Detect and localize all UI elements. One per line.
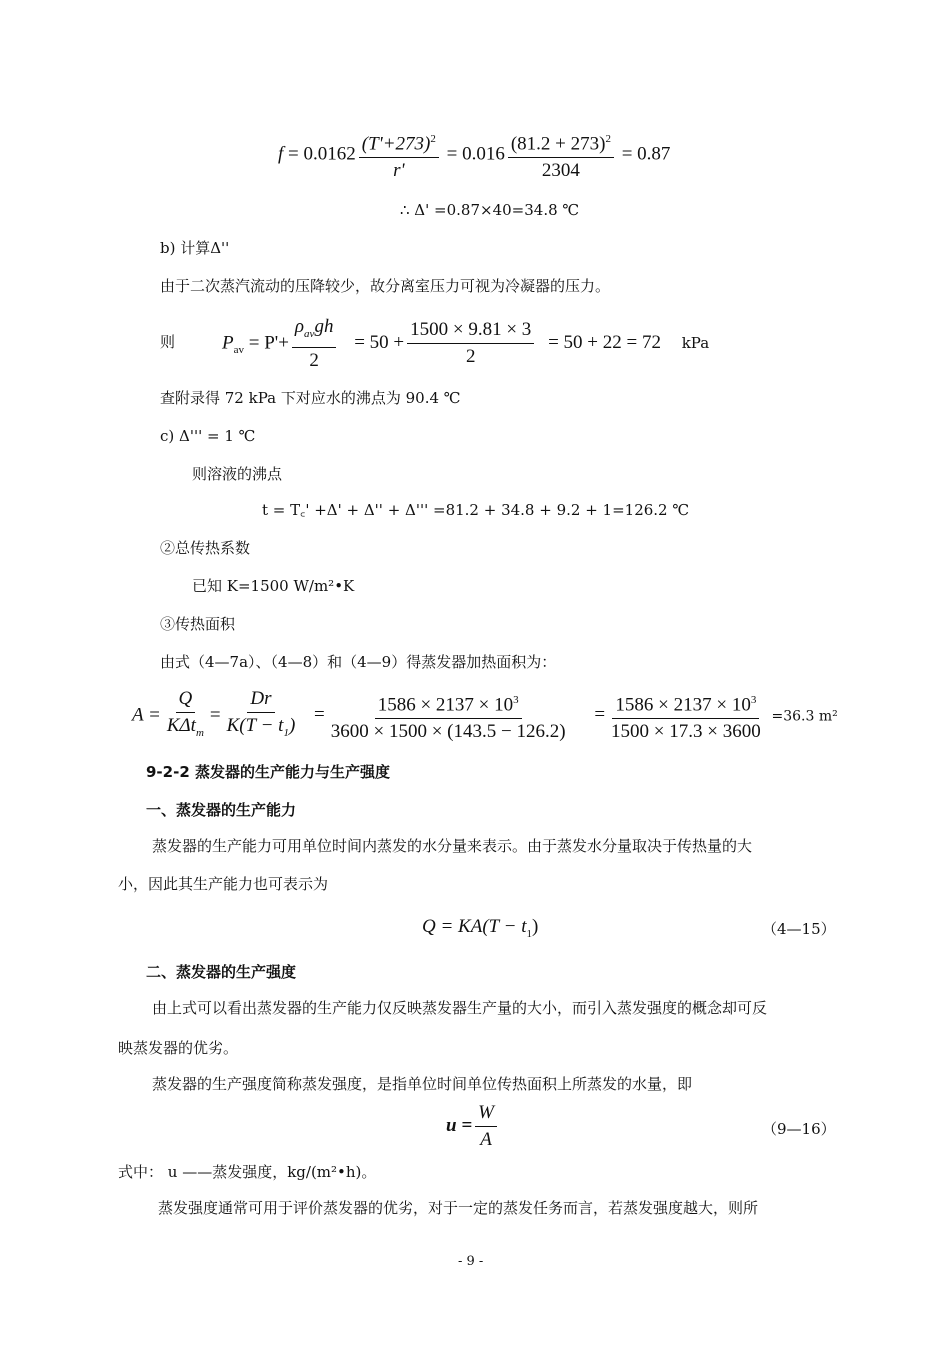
eq-u-num: W <box>475 1102 497 1127</box>
eq-q-sub: 1 <box>526 927 532 940</box>
b-heading: b) 计算Δ'' <box>160 239 230 257</box>
eq-p-frac1 <box>292 316 337 372</box>
eq-q-body: Q = KA(T − t <box>422 916 527 937</box>
eq-p-num1-sub: av <box>304 327 315 340</box>
eq-f-num1: (T'+273) <box>361 133 431 155</box>
eq-a-lhs: A = <box>132 704 161 726</box>
equation-p <box>222 316 709 372</box>
eq-q-tail: ) <box>531 916 539 937</box>
eq-a-n1: Q <box>176 688 196 713</box>
eq-a-d1: KΔt <box>166 715 196 736</box>
eq-a-frac2 <box>224 688 299 744</box>
eq-f-exp2: 2 <box>605 133 611 145</box>
eq-u-number: （9—16） <box>762 1120 836 1138</box>
item-3-heading: ③传热面积 <box>160 615 236 633</box>
para-1-line-2: 小，因此其生产能力也可表示为 <box>118 875 329 893</box>
eq-a-n4: 1586 × 2137 × 10 <box>615 694 751 716</box>
eq-a-d2-tail: ) <box>288 715 296 736</box>
eq-u-den: A <box>480 1129 492 1150</box>
boil-equation: t = T꜀' +Δ' + Δ'' + Δ''' =81.2 + 34.8 + 9.2 + 1=126.2 ℃ <box>262 501 690 519</box>
eq-p-frac2 <box>407 319 534 368</box>
eq-a-d1-sub: m <box>195 726 204 739</box>
where-line: 式中： u ——蒸发强度，kg/(m²•h)。 <box>118 1163 377 1181</box>
eq-a-d2: K(T − t <box>226 715 284 736</box>
subsection-2-heading: 二、蒸发器的生产强度 <box>146 963 297 981</box>
eq-p-num1: ρ <box>294 316 305 337</box>
eq-a-frac3 <box>328 689 569 743</box>
b-text: 由于二次蒸汽流动的压降较少，故分离室压力可视为冷凝器的压力。 <box>160 277 611 295</box>
eq-p-lhs-sub: av <box>233 344 244 357</box>
eq-f-den1: r' <box>393 160 405 182</box>
eq-p-result: = 50 + 22 = 72 <box>548 332 661 354</box>
eq-a-d2-sub: 1 <box>283 726 289 739</box>
eq-p-ze: 则 <box>160 333 176 351</box>
para-2-line-2: 映蒸发器的优劣。 <box>118 1039 239 1057</box>
eq-u-lhs: u = <box>446 1114 473 1136</box>
eq-a-n3: 1586 × 2137 × 10 <box>377 694 514 716</box>
eq-a-frac4 <box>608 689 764 743</box>
eq-f-den2: 2304 <box>541 160 580 182</box>
eq-f-frac2 <box>508 128 614 182</box>
eq-p-num1-tail: gh <box>314 316 334 337</box>
equation-a: A = $\frac{Q}{K\Delta t_m}$ = $\frac{Dr}{K(T - t_1)}$ = $\frac{1586 \times 2137 \times 10^3}{3600 \times 1500 \times (143.5 - 126.2)}$ = $\frac{1586 \times 2137 \times 10^3}{1500 \times 17.3 \times 3600}$ =36.3 m² <box>132 688 838 743</box>
eq-f-num2: (81.2 + 273) <box>510 133 606 155</box>
section-heading: 9-2-2 蒸发器的生产能力与生产强度 <box>146 763 390 781</box>
eq-f-frac1 <box>359 128 439 182</box>
eq-f-exp1: 2 <box>430 133 436 145</box>
eq-a-d4: 1500 × 17.3 × 3600 <box>611 721 761 743</box>
eq-a-n3-exp: 3 <box>513 693 519 706</box>
eq-f-lhs: f <box>278 143 284 165</box>
eq-f-eq: = <box>288 143 299 165</box>
para-4: 蒸发强度通常可用于评价蒸发器的优劣，对于一定的蒸发任务而言，若蒸发强度越大，则所 <box>158 1199 759 1217</box>
para-1-line-1: 蒸发器的生产能力可用单位时间内蒸发的水分量来表示。由于蒸发水分量取决于传热量的大 <box>152 837 753 855</box>
page-number: - 9 - <box>458 1254 484 1269</box>
subsection-1-heading: 一、蒸发器的生产能力 <box>146 801 297 819</box>
eq-a-frac1 <box>164 688 207 744</box>
para-3: 蒸发器的生产强度简称蒸发强度，是指单位时间单位传热面积上所蒸发的水量，即 <box>152 1075 693 1093</box>
equation-q <box>422 917 538 944</box>
item-2-heading: ②总传热系数 <box>160 539 251 557</box>
p-lookup-line: 查附录得 72 kPa 下对应水的沸点为 90.4 ℃ <box>160 389 461 407</box>
eq-p-num2: 1500 × 9.81 × 3 <box>407 319 534 344</box>
eq-p-unit: kPa <box>681 334 710 353</box>
eq-f-coef2: 0.016 <box>462 143 505 165</box>
eq-q-number: （4—15） <box>762 920 836 938</box>
area-intro: 由式（4—7a）、（4—8）和（4—9）得蒸发器加热面积为： <box>160 653 557 671</box>
eq-a-result: =36.3 m² <box>771 708 838 725</box>
known-k-line: 已知 K=1500 W/m²•K <box>192 577 355 595</box>
c-line: c) Δ''' = 1 ℃ <box>160 427 256 445</box>
eq-a-n2: Dr <box>247 688 274 713</box>
eq-f-result: 0.87 <box>637 143 671 165</box>
boil-label: 则溶液的沸点 <box>192 465 283 483</box>
eq-f-coef1: 0.0162 <box>303 143 356 165</box>
eq-p-rhs1: = P'+ <box>248 332 289 354</box>
eq-p-lhs: P <box>222 332 234 354</box>
delta-prime-line: ∴ Δ' =0.87×40=34.8 ℃ <box>400 201 580 219</box>
eq-p-part2: = 50 + <box>354 332 405 354</box>
equation-f: f = 0.0162 $\frac{(T'+273)^2}{r'}$ = 0.016 $\frac{(81.2 + 273)^2}{2304}$ = 0.87 <box>278 128 670 182</box>
eq-a-d3: 3600 × 1500 × (143.5 − 126.2) <box>330 721 566 743</box>
eq-p-den2: 2 <box>465 346 476 368</box>
eq-u-frac <box>475 1102 497 1151</box>
para-2-line-1: 由上式可以看出蒸发器的生产能力仅反映蒸发器生产量的大小，而引入蒸发强度的概念却可反 <box>152 999 768 1017</box>
eq-a-n4-exp: 3 <box>750 693 757 706</box>
eq-p-den1: 2 <box>309 349 319 371</box>
equation-u <box>446 1102 500 1151</box>
